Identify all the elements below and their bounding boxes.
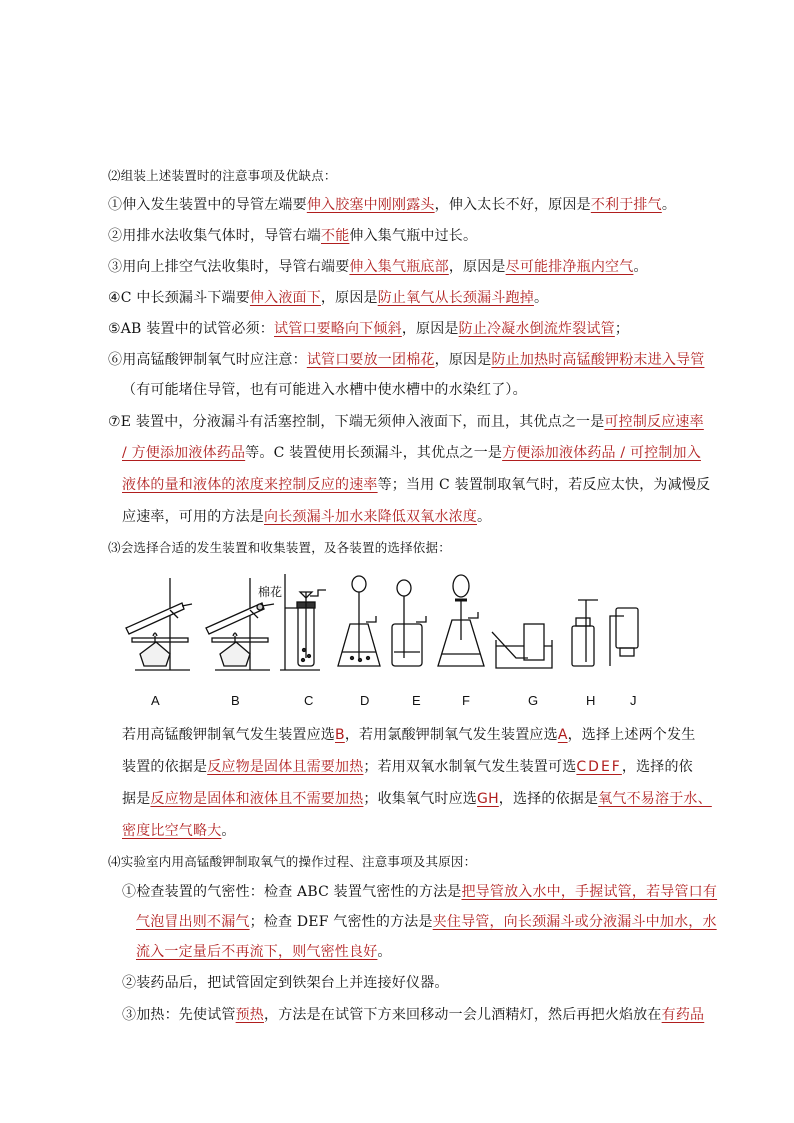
- answer: 氧气不易溶于水、: [598, 791, 712, 807]
- answer: 防止加热时高锰酸钾粉末进入导管: [491, 352, 705, 368]
- apparatus-j: [610, 608, 638, 666]
- label-d: D: [360, 693, 370, 708]
- answer: 把导管放入水中，手握试管，若导管口有: [461, 884, 718, 900]
- apparatus-g: [492, 624, 552, 668]
- item-6-cont: （有可能堵住导管，也有可能进入水槽中使水槽中的水染红了）。: [122, 382, 527, 398]
- answer: 伸入液面下: [249, 290, 321, 306]
- answer: 伸入胶塞中刚刚露头: [306, 197, 435, 213]
- label-e: E: [412, 693, 421, 708]
- item-3: ③用向上排空气法收集时，导管右端要伸入集气瓶底部，原因是尽可能排净瓶内空气。: [108, 259, 648, 275]
- item-7: ⑦E 装置中，分液漏斗有活塞控制，下端无须伸入液面下，而且，其优点之一是可控制反应速率: [108, 414, 704, 430]
- label-j: J: [630, 693, 637, 708]
- item-7-l3: 液体的量和液体的浓度来控制反应的速率等；当用 C 装置制取氧气时，若反应太快，为减慢反: [122, 477, 711, 493]
- answer: 流入一定量后不再流下，则气密性良好: [136, 944, 378, 960]
- apparatus-c: [280, 574, 326, 670]
- item-4: ④C 中长颈漏斗下端要伸入液面下，原因是防止氧气从长颈漏斗跑掉。: [108, 290, 549, 306]
- apparatus-f: [438, 575, 484, 666]
- sec3-p1: 若用高锰酸钾制氧气发生装置应选B，若用氯酸钾制氧气发生装置应选A，选择上述两个发生: [122, 727, 696, 743]
- item-1: ①伸入发生装置中的导管左端要伸入胶塞中刚刚露头，伸入太长不好，原因是不利于排气。: [108, 197, 677, 213]
- label-f: F: [462, 693, 470, 708]
- step-1-l3: 流入一定量后不再流下，则气密性良好。: [136, 944, 392, 960]
- answer: / 方便添加液体药品: [122, 445, 246, 461]
- answer: 不利于排气: [590, 197, 662, 213]
- section-3-title: ⑶会选择合适的发生装置和收集装置，及各装置的选择依据：: [108, 540, 451, 555]
- apparatus-a: [126, 578, 192, 670]
- apparatus-h: [572, 600, 598, 666]
- item-7-l2: / 方便添加液体药品等。C 装置使用长颈漏斗，其优点之一是方便添加液体药品 / 可控制加入: [122, 445, 701, 461]
- answer: CDEF: [576, 759, 622, 775]
- step-3: ③加热：先使试管预热，方法是在试管下方来回移动一会儿酒精灯，然后再把火焰放在有药品: [122, 1007, 705, 1023]
- item-2: ②用排水法收集气体时，导管右端不能伸入集气瓶中过长。: [108, 228, 478, 244]
- answer: 伸入集气瓶底部: [349, 259, 449, 275]
- answer: 夹住导管，向长颈漏斗或分液漏斗中加水，水: [432, 914, 717, 930]
- apparatus-illustration: [120, 570, 680, 710]
- sec3-p4: 密度比空气略大。: [122, 823, 236, 839]
- answer: 试管口要略向下倾斜: [274, 321, 402, 337]
- answer: GH: [477, 791, 499, 807]
- section-4-title: ⑷实验室内用高锰酸钾制取氧气的操作过程、注意事项及其原因：: [108, 854, 477, 869]
- answer: 气泡冒出则不漏气: [136, 914, 250, 930]
- answer: 向长颈漏斗加水来降低双氧水浓度: [264, 509, 477, 525]
- label-c: C: [304, 693, 314, 708]
- item-6: ⑥用高锰酸钾制氧气时应注意：试管口要放一团棉花，原因是防止加热时高锰酸钾粉末进入导管: [108, 352, 705, 368]
- answer: 防止冷凝水倒流炸裂试管: [458, 321, 615, 337]
- answer: 尽可能排净瓶内空气: [505, 259, 634, 275]
- answer: 有药品: [661, 1007, 705, 1023]
- step-1-l2: 气泡冒出则不漏气；检查 DEF 气密性的方法是夹住导管，向长颈漏斗或分液漏斗中加水，水: [136, 914, 717, 930]
- apparatus-e: [392, 580, 426, 666]
- answer: 预热: [235, 1007, 265, 1023]
- answer: 试管口要放一团棉花: [306, 352, 435, 368]
- answer: 方便添加液体药品 / 可控制加入: [502, 445, 701, 461]
- label-a: A: [151, 693, 160, 708]
- answer: 反应物是固体和液体且不需要加热: [150, 791, 364, 807]
- item-5: ⑤AB 装置中的试管必须：试管口要略向下倾斜，原因是防止冷凝水倒流炸裂试管；: [108, 321, 630, 337]
- answer: 反应物是固体且需要加热: [207, 759, 364, 775]
- answer: B: [335, 727, 345, 743]
- sec3-p2: 装置的依据是反应物是固体且需要加热；若用双氧水制氧气发生装置可选CDEF，选择的依: [122, 759, 693, 775]
- answer: 防止氧气从长颈漏斗跑掉: [377, 290, 534, 306]
- answer: 液体的量和液体的浓度来控制反应的速率: [122, 477, 378, 493]
- step-1: ①检查装置的气密性：检查 ABC 装置气密性的方法是把导管放入水中，手握试管，若导管口有: [122, 884, 718, 900]
- apparatus-d: [338, 576, 380, 666]
- section-2-title: ⑵组装上述装置时的注意事项及优缺点：: [108, 168, 337, 183]
- item-7-l4: 应速率，可用的方法是向长颈漏斗加水来降低双氧水浓度。: [122, 509, 492, 525]
- cotton-label: 棉花: [258, 585, 283, 599]
- answer: 不能: [321, 228, 350, 244]
- sec3-p3: 据是反应物是固体和液体且不需要加热；收集氧气时应选GH，选择的依据是氧气不易溶于水、: [122, 791, 712, 807]
- label-h: H: [586, 693, 596, 708]
- label-b: B: [231, 693, 240, 708]
- answer: A: [557, 727, 568, 743]
- answer: 密度比空气略大: [122, 823, 222, 839]
- label-g: G: [528, 693, 539, 708]
- answer: 可控制反应速率: [604, 414, 704, 430]
- step-2: ②装药品后，把试管固定到铁架台上并连接好仪器。: [122, 975, 449, 991]
